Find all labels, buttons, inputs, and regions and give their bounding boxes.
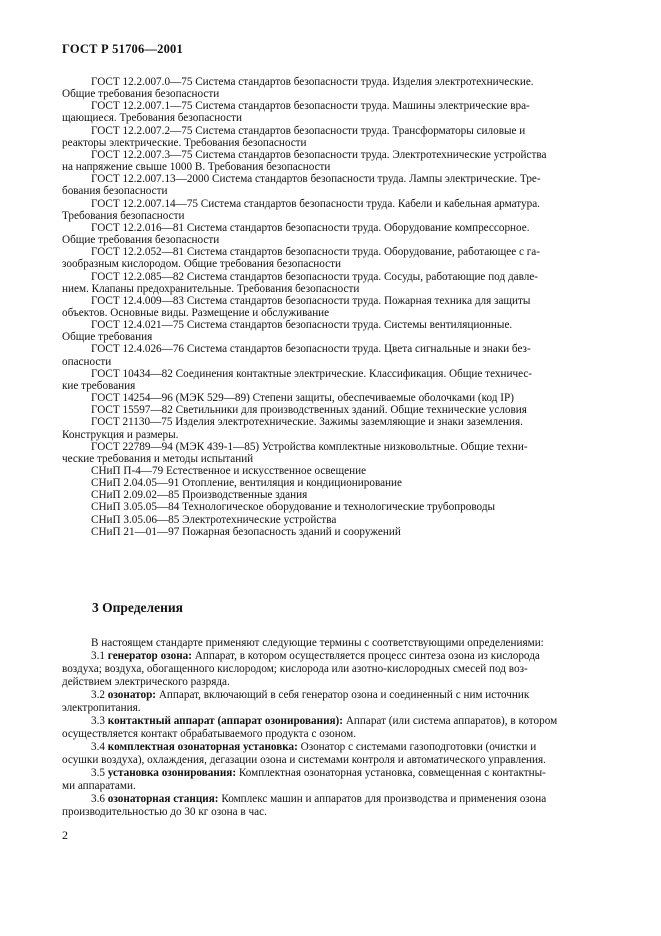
definition-text: Аппарат (или система аппаратов), в котором <box>343 715 558 727</box>
definition-continuation: действием электрического разряда. <box>62 676 230 688</box>
definition-term: комплектная озонаторная установка: <box>107 741 298 753</box>
definitions-intro: В настоящем стандарте применяют следующие термины с соответствующими определениями: <box>91 637 544 649</box>
definition-continuation: осуществляется контакт обрабатываемого продукта с озоном. <box>62 728 356 740</box>
definition-text: Аппарат, включающий в себя генератор озона и соединенный с ним источник <box>156 689 530 701</box>
reference-entry <box>62 368 600 392</box>
reference-line: ГОСТ 22789—94 (МЭК 439-1—85) Устройства комплектные низковольтные. Общие техни- <box>91 440 528 453</box>
reference-entry <box>62 404 600 416</box>
definition-number: 3.3 <box>91 715 105 727</box>
reference-entry <box>62 477 600 489</box>
reference-line: ГОСТ 12.4.026—76 Система стандартов безопасности труда. Цвета сигнальные и знаки без- <box>91 343 531 356</box>
reference-entry <box>62 392 600 404</box>
reference-line: ГОСТ 12.4.021—75 Система стандартов безопасности труда. Системы вентиляционные. <box>91 319 513 332</box>
reference-entry <box>62 465 600 477</box>
reference-line: ГОСТ 12.2.052—81 Система стандартов безопасности труда. Оборудование, работающее с га- <box>91 246 540 259</box>
page-number: 2 <box>62 828 68 842</box>
definition-text: Комплекс машин и аппаратов для производства и применения озона <box>218 793 547 805</box>
reference-continuation: кие требования <box>62 379 136 392</box>
definition-continuation: производительностью до 30 кг озона в час. <box>62 806 267 818</box>
reference-entry <box>62 526 600 538</box>
section-title: 3 Определения <box>92 600 183 615</box>
definition-item <box>62 650 600 663</box>
reference-line: СНиП 21—01—97 Пожарная безопасность зданий и сооружений <box>91 525 401 538</box>
reference-line: ГОСТ 15597—82 Светильники для производственных зданий. Общие технические условия <box>91 404 527 417</box>
reference-continuation: объектов. Основные виды. Размещение и обслуживание <box>62 306 330 319</box>
reference-continuation: Требования безопасности <box>62 209 185 222</box>
definition-continuation: осушки воздуха), охлаждения, дегазации озона и системами контроля и автоматического управления. <box>62 754 546 766</box>
reference-line: ГОСТ 14254—96 (МЭК 529—89) Степени защиты, обеспечиваемые оболочками (код IP) <box>91 392 514 405</box>
definition-term: установка озонирования: <box>107 767 237 779</box>
reference-continuation: Общие требования безопасности <box>62 234 220 247</box>
reference-entry <box>62 319 600 343</box>
reference-entry <box>62 100 600 124</box>
reference-entry <box>62 295 600 319</box>
definition-number: 3.6 <box>91 793 105 805</box>
definition-term: озонаторная станция: <box>107 793 219 805</box>
definition-continuation: электропитания. <box>62 702 141 714</box>
definition-number: 3.4 <box>91 741 105 753</box>
definition-item <box>62 715 600 728</box>
definition-text: Аппарат, в котором осуществляется процесс синтеза озона из кислорода <box>191 650 540 662</box>
definition-number: 3.2 <box>91 689 105 701</box>
reference-entry <box>62 501 600 513</box>
reference-entry <box>62 76 600 100</box>
definition-continuation: ми аппаратами. <box>62 780 136 792</box>
reference-entry <box>62 441 600 465</box>
reference-line: ГОСТ 12.2.007.3—75 Система стандартов безопасности труда. Электротехнические устройства <box>91 148 547 161</box>
reference-continuation: нием. Клапаны предохранительные. Требования безопасности <box>62 282 360 295</box>
reference-continuation: на напряжение свыше 1000 В. Требования безопасности <box>62 161 331 174</box>
reference-continuation: реакторы электрические. Требования безопасности <box>62 136 307 149</box>
reference-continuation: опасности <box>62 355 112 368</box>
definition-number: 3.1 <box>91 650 105 662</box>
reference-line: ГОСТ 21130—75 Изделия электротехнические. Зажимы заземляющие и знаки заземления. <box>91 416 523 429</box>
reference-entry <box>62 246 600 270</box>
reference-continuation: Конструкция и размеры. <box>62 428 179 441</box>
definition-item <box>62 767 600 780</box>
reference-entry <box>62 173 600 197</box>
definition-text: Озонатор с системами газоподготовки (очистки и <box>297 741 537 753</box>
reference-entry <box>62 198 600 222</box>
reference-entry <box>62 222 600 246</box>
document-header: ГОСТ Р 51706—2001 <box>62 42 183 56</box>
reference-entry <box>62 271 600 295</box>
reference-line: СНиП 2.09.02—85 Производственные здания <box>91 489 308 502</box>
reference-continuation: щающиеся. Требования безопасности <box>62 112 242 125</box>
reference-continuation: ческие требования и методы испытаний <box>62 452 254 465</box>
reference-entry <box>62 343 600 367</box>
reference-line: ГОСТ 12.2.016—81 Система стандартов безопасности труда. Оборудование компрессорное. <box>91 221 530 234</box>
reference-line: ГОСТ 12.2.007.1—75 Система стандартов безопасности труда. Машины электрические вра- <box>91 100 530 113</box>
reference-line: ГОСТ 10434—82 Соединения контактные электрические. Классификация. Общие техничес- <box>91 367 533 380</box>
reference-continuation: Общие требования <box>62 331 153 344</box>
reference-entry <box>62 489 600 501</box>
definition-term: озонатор: <box>107 689 157 701</box>
reference-line: ГОСТ 12.2.007.2—75 Система стандартов безопасности труда. Трансформаторы силовые и <box>91 124 526 137</box>
reference-entry <box>62 125 600 149</box>
reference-line: ГОСТ 12.4.009—83 Система стандартов безопасности труда. Пожарная техника для защиты <box>91 294 531 307</box>
reference-continuation: бования безопасности <box>62 185 168 198</box>
reference-line: ГОСТ 12.2.085—82 Система стандартов безопасности труда. Сосуды, работающие под давле- <box>91 270 539 283</box>
normative-references-list <box>62 76 600 538</box>
definition-item <box>62 689 600 702</box>
reference-line: ГОСТ 12.2.007.0—75 Система стандартов безопасности труда. Изделия электротехнические. <box>91 76 534 88</box>
definitions-block <box>62 637 600 819</box>
definition-continuation: воздуха; воздуха, обогащенного кислородом; кислорода или азотно-кислородных смесей под воз- <box>62 663 528 675</box>
reference-line: ГОСТ 12.2.007.14—75 Система стандартов безопасности труда. Кабели и кабельная арматура. <box>91 197 540 210</box>
reference-entry <box>62 149 600 173</box>
definition-item <box>62 741 600 754</box>
reference-line: СНиП П-4—79 Естественное и искусственное освещение <box>91 465 367 477</box>
definition-number: 3.5 <box>91 767 105 779</box>
reference-line: СНиП 3.05.06—85 Электротехнические устройства <box>91 513 337 526</box>
reference-line: ГОСТ 12.2.007.13—2000 Система стандартов безопасности труда. Лампы электрические. Тре- <box>91 173 541 186</box>
reference-continuation: Общие требования безопасности <box>62 88 220 101</box>
definition-text: Комплектная озонаторная установка, совмещенная с контактны- <box>236 767 546 779</box>
reference-entry <box>62 416 600 440</box>
reference-entry <box>62 514 600 526</box>
reference-line: СНиП 2.04.05—91 Отопление, вентиляция и кондиционирование <box>91 477 402 490</box>
definition-term: контактный аппарат (аппарат озонирования): <box>107 715 344 727</box>
reference-continuation: зообразным кислородом. Общие требования безопасности <box>62 258 342 271</box>
definition-item <box>62 793 600 806</box>
reference-line: СНиП 3.05.05—84 Технологическое оборудование и технологические трубопроводы <box>91 501 496 514</box>
definition-term: генератор озона: <box>107 650 192 662</box>
